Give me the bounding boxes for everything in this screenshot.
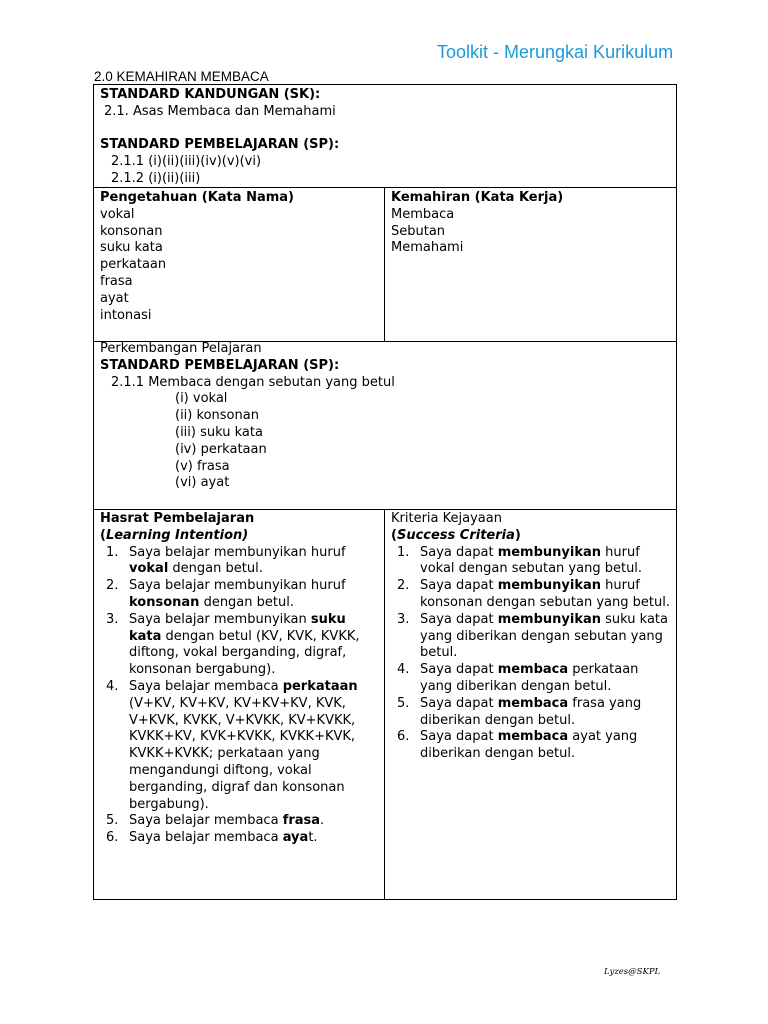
perkembangan-sp-label: STANDARD PEMBELAJARAN (SP): [100,357,340,373]
pengetahuan-cell [100,190,380,324]
sp-label: STANDARD PEMBELAJARAN (SP): [100,137,340,153]
column-divider [384,509,385,900]
kriteria-list-item: 5. Saya dapat membaca frasa yang diberikan dengan betul. [397,695,642,728]
kriteria-list-item: 6. Saya dapat membaca ayat yang diberikan dengan betul. [397,729,638,762]
perkembangan-subitem: (v) frasa [175,458,230,474]
perkembangan-title: Perkembangan Pelajaran [100,341,262,356]
hasrat-list-item: 6. Saya belajar membaca ayat. [106,830,318,846]
perkembangan-subitem: (ii) konsonan [175,408,259,424]
section-title: 2.0 KEMAHIRAN MEMBACA [94,69,269,84]
hasrat-title: Hasrat Pembelajaran [100,511,255,526]
hasrat-list-item: 5. Saya belajar membaca frasa. [106,813,325,829]
kriteria-list-item: 3. Saya dapat membunyikan suku kata yang diberikan dengan sebutan yang betul. [397,611,668,661]
pengetahuan-item: vokal [100,206,135,222]
kemahiran-item: Membaca [391,206,455,222]
perkembangan-cell [100,341,660,492]
kriteria-title: Kriteria Kejayaan [391,511,502,526]
footer-signature: Lyzes@SKPL [604,967,661,977]
perkembangan-subitem: (i) vokal [175,391,228,407]
pengetahuan-title: Pengetahuan (Kata Nama) [100,190,294,205]
pengetahuan-item: perkataan [100,257,167,273]
sk-content [100,87,660,188]
kemahiran-item: Sebutan [391,223,446,239]
hasrat-list-item: 4. Saya belajar membaca perkataan (V+KV, KV+KV, KV+KV+KV, KVK, V+KVK, KVKK, V+KVKK, KV+KVKK, KVKK+KV, KVK+KVKK, KVKK+KVK, KVKK+KVKK; perkataan yang mengandungi diftong, vokal berganding, digraf dan konsonan bergabung). [106,678,358,812]
pengetahuan-item: frasa [100,273,133,289]
pengetahuan-item: ayat [100,290,129,306]
pengetahuan-item: intonasi [100,307,152,323]
pengetahuan-item: konsonan [100,223,163,239]
hasrat-list [100,545,378,847]
kriteria-cell [391,511,671,763]
kriteria-list [391,545,671,763]
hasrat-subtitle: (Learning Intention) [100,527,249,543]
kriteria-subtitle: (Success Criteria) [391,527,521,543]
kemahiran-item: Memahami [391,240,464,256]
perkembangan-subitem: (iii) suku kata [175,424,263,440]
kriteria-list-item: 2. Saya dapat membunyikan huruf konsonan dengan sebutan yang betul. [397,578,670,610]
column-divider [384,187,385,342]
perkembangan-sp-item: 2.1.1 Membaca dengan sebutan yang betul [111,374,395,390]
hasrat-cell [100,511,378,847]
pengetahuan-item: suku kata [100,240,163,256]
hasrat-list-item: 3. Saya belajar membunyikan suku kata dengan betul (KV, KVK, KVKK, diftong, vokal berganding, digraf, konsonan bergabung). [106,611,360,678]
sk-item: 2.1. Asas Membaca dan Memahami [104,103,336,119]
kriteria-list-item: 1. Saya dapat membunyikan huruf vokal dengan sebutan yang betul. [397,544,643,577]
sp-item: 2.1.2 (i)(ii)(iii) [111,170,201,186]
page-header-title: Toolkit - Merungkai Kurikulum [437,42,674,62]
kemahiran-title: Kemahiran (Kata Kerja) [391,190,564,205]
sp-item: 2.1.1 (i)(ii)(iii)(iv)(v)(vi) [111,154,262,170]
perkembangan-subitem: (vi) ayat [175,475,230,491]
kemahiran-cell [391,190,671,257]
kriteria-list-item: 4. Saya dapat membaca perkataan yang diberikan dengan betul. [397,662,639,694]
sk-label: STANDARD KANDUNGAN (SK): [100,87,321,102]
hasrat-list-item: 2. Saya belajar membunyikan huruf konsonan dengan betul. [106,578,346,610]
hasrat-list-item: 1. Saya belajar membunyikan huruf vokal dengan betul. [106,544,346,577]
perkembangan-subitem: (iv) perkataan [175,441,267,457]
